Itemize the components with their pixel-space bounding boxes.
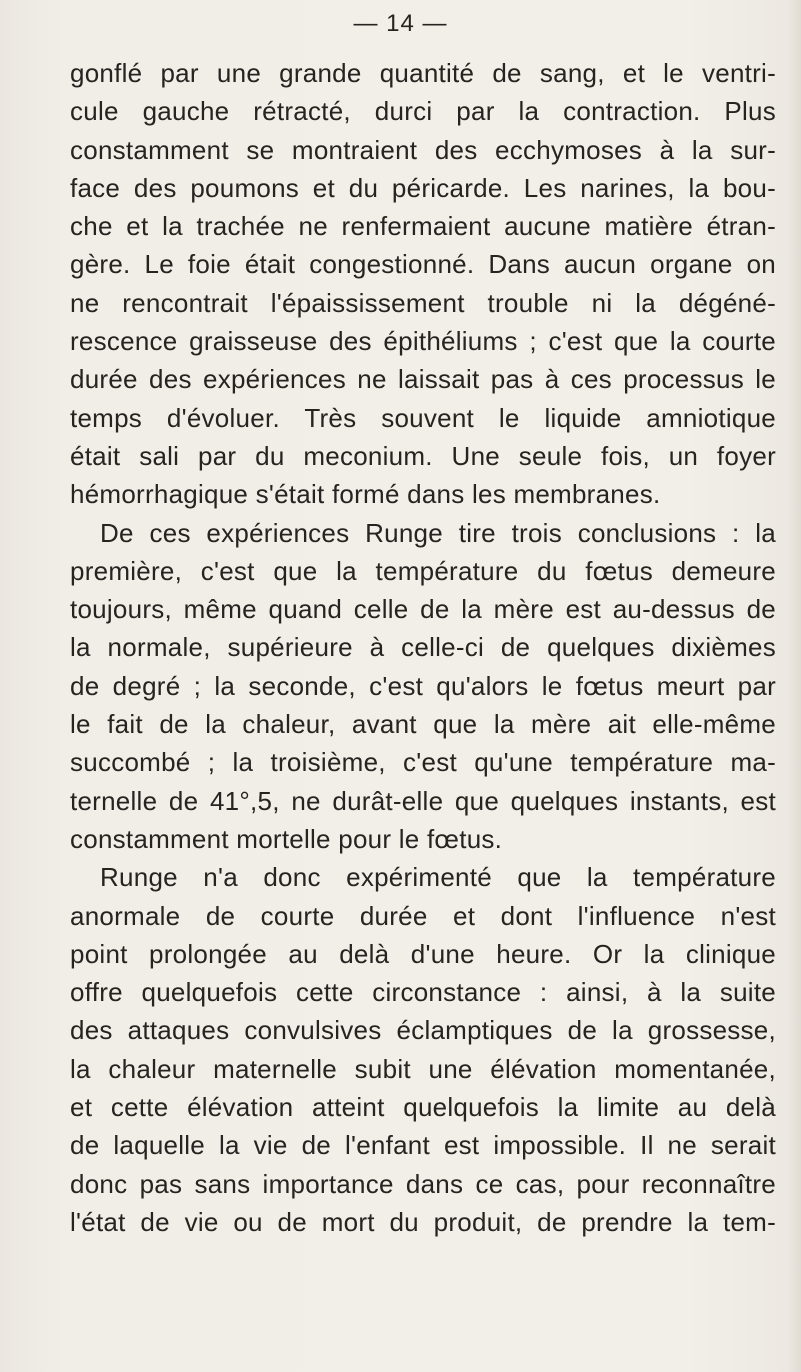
text-line: toujours, même quand celle de la mère est au-dessus de — [70, 594, 776, 625]
text-line: gère. Le foie était congestionné. Dans aucun organe on — [70, 249, 776, 280]
text-line: point prolongée au delà d'une heure. Or la clinique — [70, 938, 776, 969]
text-line: de laquelle la vie de l'enfant est impossible. Il ne serait — [70, 1130, 776, 1161]
text-line: la normale, supérieure à celle-ci de quelques dixièmes — [70, 632, 776, 663]
paragraph-start-line: De ces expériences Runge tire trois conclusions : la — [100, 517, 776, 548]
text-line: anormale de courte durée et dont l'influence n'est — [70, 900, 776, 931]
text-line: cule gauche rétracté, durci par la contraction. Plus — [70, 96, 776, 127]
paragraph-start-line: Runge n'a donc expérimenté que la température — [100, 862, 776, 893]
page-number: — 14 — — [353, 10, 448, 37]
text-line: constamment se montraient des ecchymoses à la sur- — [70, 134, 776, 165]
text-line: offre quelquefois cette circonstance : ainsi, à la suite — [70, 977, 776, 1008]
text-line: de degré ; la seconde, c'est qu'alors le fœtus meurt par — [70, 670, 776, 701]
text-line: l'état de vie ou de mort du produit, de prendre la tem- — [70, 1206, 776, 1237]
text-line: ternelle de 41°,5, ne durât-elle que quelques instants, est — [70, 785, 776, 816]
text-line: donc pas sans importance dans ce cas, pour reconnaître — [70, 1168, 776, 1199]
text-line: durée des expériences ne laissait pas à ces processus le — [70, 364, 776, 395]
text-line: che et la trachée ne renfermaient aucune matière étran- — [70, 211, 776, 242]
text-line: face des poumons et du péricarde. Les narines, la bou- — [70, 172, 776, 203]
text-line: des attaques convulsives éclamptiques de la grossesse, — [70, 1015, 776, 1046]
page-edge-shadow — [787, 0, 801, 1372]
text-line: ne rencontrait l'épaississement trouble ni la dégéné- — [70, 287, 776, 318]
paragraph-end-line: constamment mortelle pour le fœtus. — [70, 823, 503, 854]
text-line: gonflé par une grande quantité de sang, et le ventri- — [70, 58, 776, 88]
text-line: le fait de la chaleur, avant que la mère ait elle-même — [70, 709, 776, 740]
text-line: et cette élévation atteint quelquefois la limite au delà — [70, 1092, 776, 1123]
text-line: était sali par du meconium. Une seule fois, un foyer — [70, 440, 776, 471]
paragraph-end-line: hémorrhagique s'était formé dans les membranes. — [70, 479, 661, 510]
text-line: la chaleur maternelle subit une élévation momentanée, — [70, 1053, 776, 1084]
text-line: succombé ; la troisième, c'est qu'une température ma- — [70, 747, 776, 778]
body-text — [70, 54, 776, 1241]
text-line: première, c'est que la température du fœtus demeure — [70, 555, 776, 586]
text-line: rescence graisseuse des épithéliums ; c'est que la courte — [70, 326, 776, 357]
text-line: temps d'évoluer. Très souvent le liquide amniotique — [70, 402, 776, 433]
